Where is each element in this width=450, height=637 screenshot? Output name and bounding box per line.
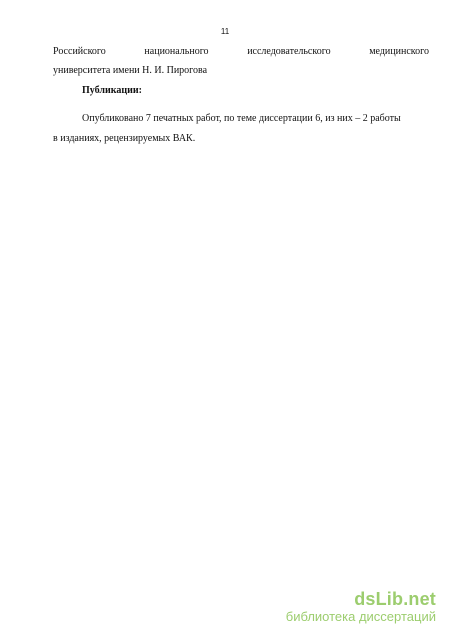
word-3: исследовательского — [247, 46, 331, 57]
watermark-logo-ds: ds — [354, 589, 376, 609]
watermark-tagline: библиотека диссертаций — [285, 609, 436, 624]
body-line-1 — [53, 45, 429, 58]
paragraph-line-2: в изданиях, рецензируемых ВАК. — [53, 133, 196, 144]
word-1: Российского — [53, 46, 106, 57]
watermark-logo-net: .net — [403, 589, 436, 609]
section-heading: Публикации: — [82, 85, 142, 96]
watermark-logo — [286, 589, 436, 609]
word-2: национального — [144, 46, 209, 57]
watermark — [286, 589, 436, 624]
paragraph-line-1: Опубликовано 7 печатных работ, по теме диссертации 6, из них – 2 работы — [82, 113, 401, 124]
watermark-logo-lib: Lib — [375, 589, 404, 609]
body-line-2: университета имени Н. И. Пирогова — [53, 65, 208, 76]
page-number: 11 — [220, 27, 230, 36]
word-4: медицинского — [369, 46, 429, 57]
